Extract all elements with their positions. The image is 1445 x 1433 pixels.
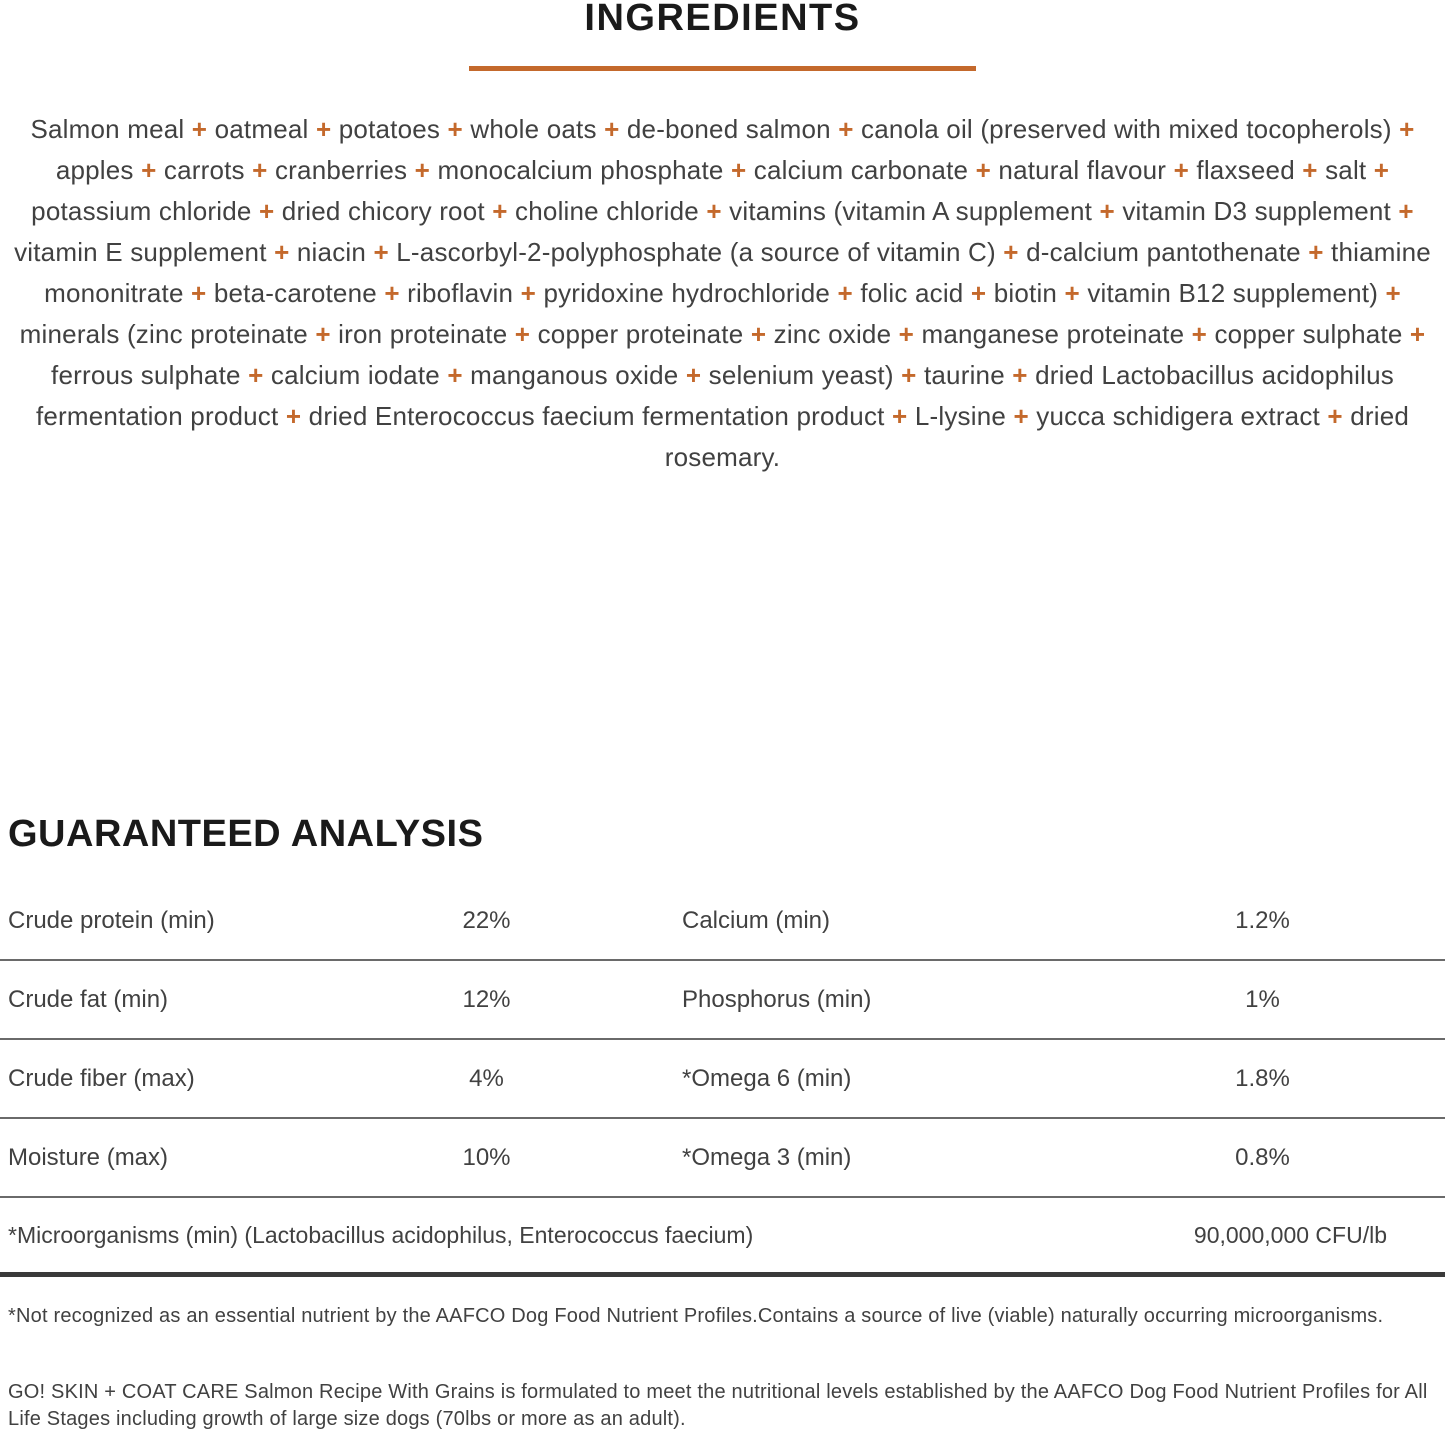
plus-separator: + [285, 401, 302, 431]
footnote-formulation-statement: GO! SKIN + COAT CARE Salmon Recipe With Grains is formulated to meet the nutritional levels established by the AAFCO Dog Food Nutrient Profiles for All Life Stages including growth of large size dogs (70lbs or more as an adult). [8, 1381, 1428, 1430]
plus-separator: + [141, 155, 157, 185]
title-divider [469, 66, 976, 71]
plus-separator: + [685, 360, 702, 390]
plus-separator: + [315, 114, 332, 144]
plus-separator: + [191, 114, 208, 144]
plus-separator: + [1327, 401, 1343, 431]
plus-separator: + [191, 278, 207, 308]
ingredients-text: Salmon meal + oatmeal + potatoes + whole oats + de-boned salmon + canola oil (preserved with mixed tocopherols) + apples + carrots + cranberries + monocalcium phosphate + calcium carbonate + natural flavour + flaxseed + salt + potassium chloride + dried chicory root + choline chloride + vitamins (vitamin A supplement + vitamin D3 supplement + vitamin E supplement + niacin + L-ascorbyl-2-polyphosphate (a source of vitamin C) + d-calcium pantothenate + thiamine mononitrate + beta-carotene + riboflavin + pyridoxine hydrochloride + folic acid + biotin + vitamin B12 supplement) + minerals (zinc proteinate + iron proteinate + copper proteinate + zinc oxide + manganese proteinate + copper sulphate + ferrous sulphate + calcium iodate + manganous oxide + selenium yeast) + taurine + dried Lactobacillus acidophilus fermentation product + dried Enterococcus faecium fermentation product + L-lysine + yucca schidigera extract + dried rosemary. [14, 114, 1431, 472]
nutrient-label: Phosphorus (min) [682, 985, 872, 1013]
plus-separator: + [898, 319, 915, 349]
guaranteed-analysis-table [0, 882, 1445, 1277]
nutrient-value: 1% [1245, 985, 1280, 1013]
nutrient-label: *Omega 3 (min) [682, 1143, 852, 1171]
plus-separator: + [901, 360, 917, 390]
plus-separator: + [975, 155, 991, 185]
plus-separator: + [520, 278, 537, 308]
nutrient-label: Crude protein (min) [8, 906, 215, 934]
plus-separator: + [1191, 319, 1208, 349]
nutrient-value: 22% [462, 906, 511, 934]
nutrient-label: Calcium (min) [682, 906, 831, 934]
plus-separator: + [1398, 196, 1414, 226]
plus-separator: + [1399, 114, 1415, 144]
plus-separator: + [1373, 155, 1390, 185]
plus-separator: + [892, 401, 908, 431]
plus-separator: + [384, 278, 400, 308]
nutrient-value: 1.8% [1235, 1064, 1290, 1092]
nutrient-label: Crude fiber (max) [8, 1064, 195, 1092]
footnote-aafco-nutrient: *Not recognized as an essential nutrient by the AAFCO Dog Food Nutrient Profiles.Contains a source of live (viable) naturally occurring microorganisms. [8, 1305, 1384, 1327]
table-row [0, 1119, 1445, 1198]
plus-separator: + [274, 237, 290, 267]
plus-separator: + [1173, 155, 1189, 185]
table-row [0, 961, 1445, 1040]
nutrient-value: 4% [469, 1064, 504, 1092]
nutrient-value: 12% [462, 985, 511, 1013]
plus-separator: + [1302, 155, 1318, 185]
table-row-microorganisms [0, 1198, 1445, 1277]
plus-separator: + [248, 360, 264, 390]
nutrient-value: 0.8% [1235, 1143, 1290, 1171]
plus-separator: + [1012, 360, 1028, 390]
plus-separator: + [1013, 401, 1029, 431]
plus-separator: + [447, 360, 463, 390]
nutrient-label: *Omega 6 (min) [682, 1064, 852, 1092]
plus-separator: + [604, 114, 620, 144]
plus-separator: + [252, 155, 268, 185]
nutrient-value: 90,000,000 CFU/lb [1193, 1221, 1387, 1248]
nutrient-label: Crude fat (min) [8, 985, 169, 1013]
plus-separator: + [1308, 237, 1324, 267]
plus-separator: + [258, 196, 275, 226]
table-row [0, 882, 1445, 961]
plus-separator: + [1099, 196, 1115, 226]
nutrient-label: *Microorganisms (min) (Lactobacillus acidophilus, Enterococcus faecium) [8, 1221, 754, 1248]
plus-separator: + [750, 319, 767, 349]
nutrient-value: 1.2% [1235, 906, 1290, 934]
plus-separator: + [838, 114, 854, 144]
plus-separator: + [1409, 319, 1426, 349]
plus-separator: + [492, 196, 508, 226]
guaranteed-analysis-title: GUARANTEED ANALYSIS [8, 813, 484, 855]
plus-separator: + [730, 155, 747, 185]
ingredients-title: INGREDIENTS [584, 0, 861, 39]
table-row [0, 1040, 1445, 1119]
plus-separator: + [514, 319, 531, 349]
plus-separator: + [837, 278, 853, 308]
plus-separator: + [1385, 278, 1401, 308]
plus-separator: + [447, 114, 463, 144]
plus-separator: + [373, 237, 389, 267]
plus-separator: + [970, 278, 987, 308]
nutrient-value: 10% [462, 1143, 511, 1171]
nutrient-label: Moisture (max) [8, 1143, 169, 1171]
plus-separator: + [315, 319, 331, 349]
plus-separator: + [706, 196, 722, 226]
plus-separator: + [414, 155, 431, 185]
plus-separator: + [1064, 278, 1080, 308]
plus-separator: + [1003, 237, 1019, 267]
